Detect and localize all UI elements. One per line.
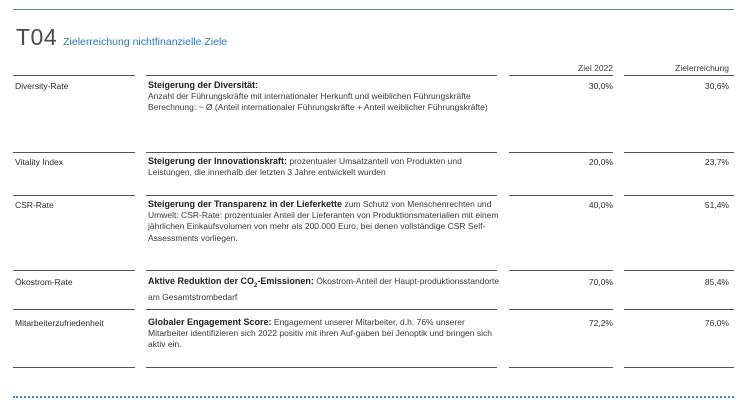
kpi-text: Ökostrom-Anteil der Haupt-produktionsstandorte am Gesamtstrombedarf (148, 276, 500, 302)
row-rule (624, 195, 734, 196)
row-rule (509, 270, 613, 271)
row-rule (146, 270, 497, 271)
kpi-goal: 20,0% (588, 157, 613, 167)
kpi-text: zum Schutz von Menschenrechten und Umwelt: CSR-Rate: prozentualer Anteil der Lieferanten von Produktionsmaterialien mit einem jährlichen Einkaufsvolumen von mehr als 200.000 Euro, bei denen vollständige CSR Self-Assessments vorliegen. (148, 199, 499, 243)
kpi-heading: Steigerung der Transparenz in der Lieferkette (148, 199, 343, 209)
header-rule-ach (624, 75, 734, 76)
row-rule (13, 309, 135, 310)
row-rule (624, 309, 734, 310)
row-rule (509, 152, 613, 153)
kpi-achievement: 76,0% (704, 318, 729, 328)
kpi-label: Ökostrom-Rate (15, 277, 73, 287)
table-subtitle: Zielerreichung nichtfinanzielle Ziele (63, 36, 228, 48)
row-rule (146, 309, 497, 310)
kpi-heading: Steigerung der Innovationskraft: (148, 156, 288, 166)
row-rule (509, 309, 613, 310)
row-rule (146, 367, 497, 368)
row-rule (624, 270, 734, 271)
kpi-label: CSR-Rate (15, 200, 54, 210)
kpi-description (148, 199, 503, 244)
kpi-achievement: 85,4% (704, 277, 729, 287)
kpi-text: prozentualer Umsatzanteil von Produkten und Leistungen, die innerhalb der letzten 3 Jahre entwickelt wurden (148, 156, 462, 178)
kpi-label: Vitality Index (15, 157, 64, 167)
header-goal: Ziel 2022 (578, 63, 613, 73)
row-rule (13, 152, 135, 153)
top-rule (13, 9, 734, 10)
kpi-goal: 70,0% (588, 277, 613, 287)
kpi-heading-sub: 2 (254, 282, 258, 289)
row-rule (509, 367, 613, 368)
kpi-text: Engagement unserer Mitarbeiter, d.h. 76% unserer Mitarbeiter identifizieren sich 2022 positiv mit ihren Auf-gaben bei Jenoptik und bringen sich aktiv ein. (148, 317, 492, 350)
kpi-heading-post: -Emissionen: (257, 276, 314, 286)
row-rule (13, 270, 135, 271)
kpi-achievement: 23,7% (704, 157, 729, 167)
kpi-goal: 40,0% (588, 200, 613, 210)
kpi-goal: 30,0% (588, 81, 613, 91)
kpi-heading (148, 276, 314, 289)
kpi-heading: Globaler Engagement Score: (148, 317, 272, 327)
table-title (16, 24, 227, 51)
kpi-label: Diversity-Rate (15, 81, 69, 91)
kpi-achievement: 51,4% (704, 200, 729, 210)
kpi-label: Mitarbeiterzufriedenheit (15, 318, 104, 328)
row-rule (509, 195, 613, 196)
header-rule-kpi (13, 75, 135, 76)
kpi-description (148, 80, 503, 114)
kpi-achievement: 30,6% (704, 81, 729, 91)
kpi-goal: 72,2% (588, 318, 613, 328)
kpi-heading-pre: Aktive Reduktion der CO (148, 276, 255, 286)
bottom-dotted-rule (13, 396, 734, 398)
kpi-description (148, 276, 503, 303)
header-rule-goal (509, 75, 613, 76)
header-rule-desc (146, 75, 497, 76)
kpi-text-calc: Berechnung: ~ Ø (Anteil internationaler Führungskräfte + Anteil weiblicher Führungskräfte) (148, 102, 488, 113)
row-rule (146, 152, 497, 153)
row-rule (13, 367, 135, 368)
header-achievement: Zielerreichung (675, 63, 729, 73)
row-rule (624, 367, 734, 368)
table-code: T04 (16, 24, 58, 50)
kpi-description (148, 317, 503, 351)
row-rule (13, 195, 135, 196)
kpi-text: Anzahl der Führungskräfte mit internationaler Herkunft und weiblichen Führungskräfte (148, 91, 471, 102)
row-rule (146, 195, 497, 196)
kpi-description (148, 156, 503, 178)
kpi-heading: Steigerung der Diversität: (148, 80, 259, 90)
row-rule (624, 152, 734, 153)
